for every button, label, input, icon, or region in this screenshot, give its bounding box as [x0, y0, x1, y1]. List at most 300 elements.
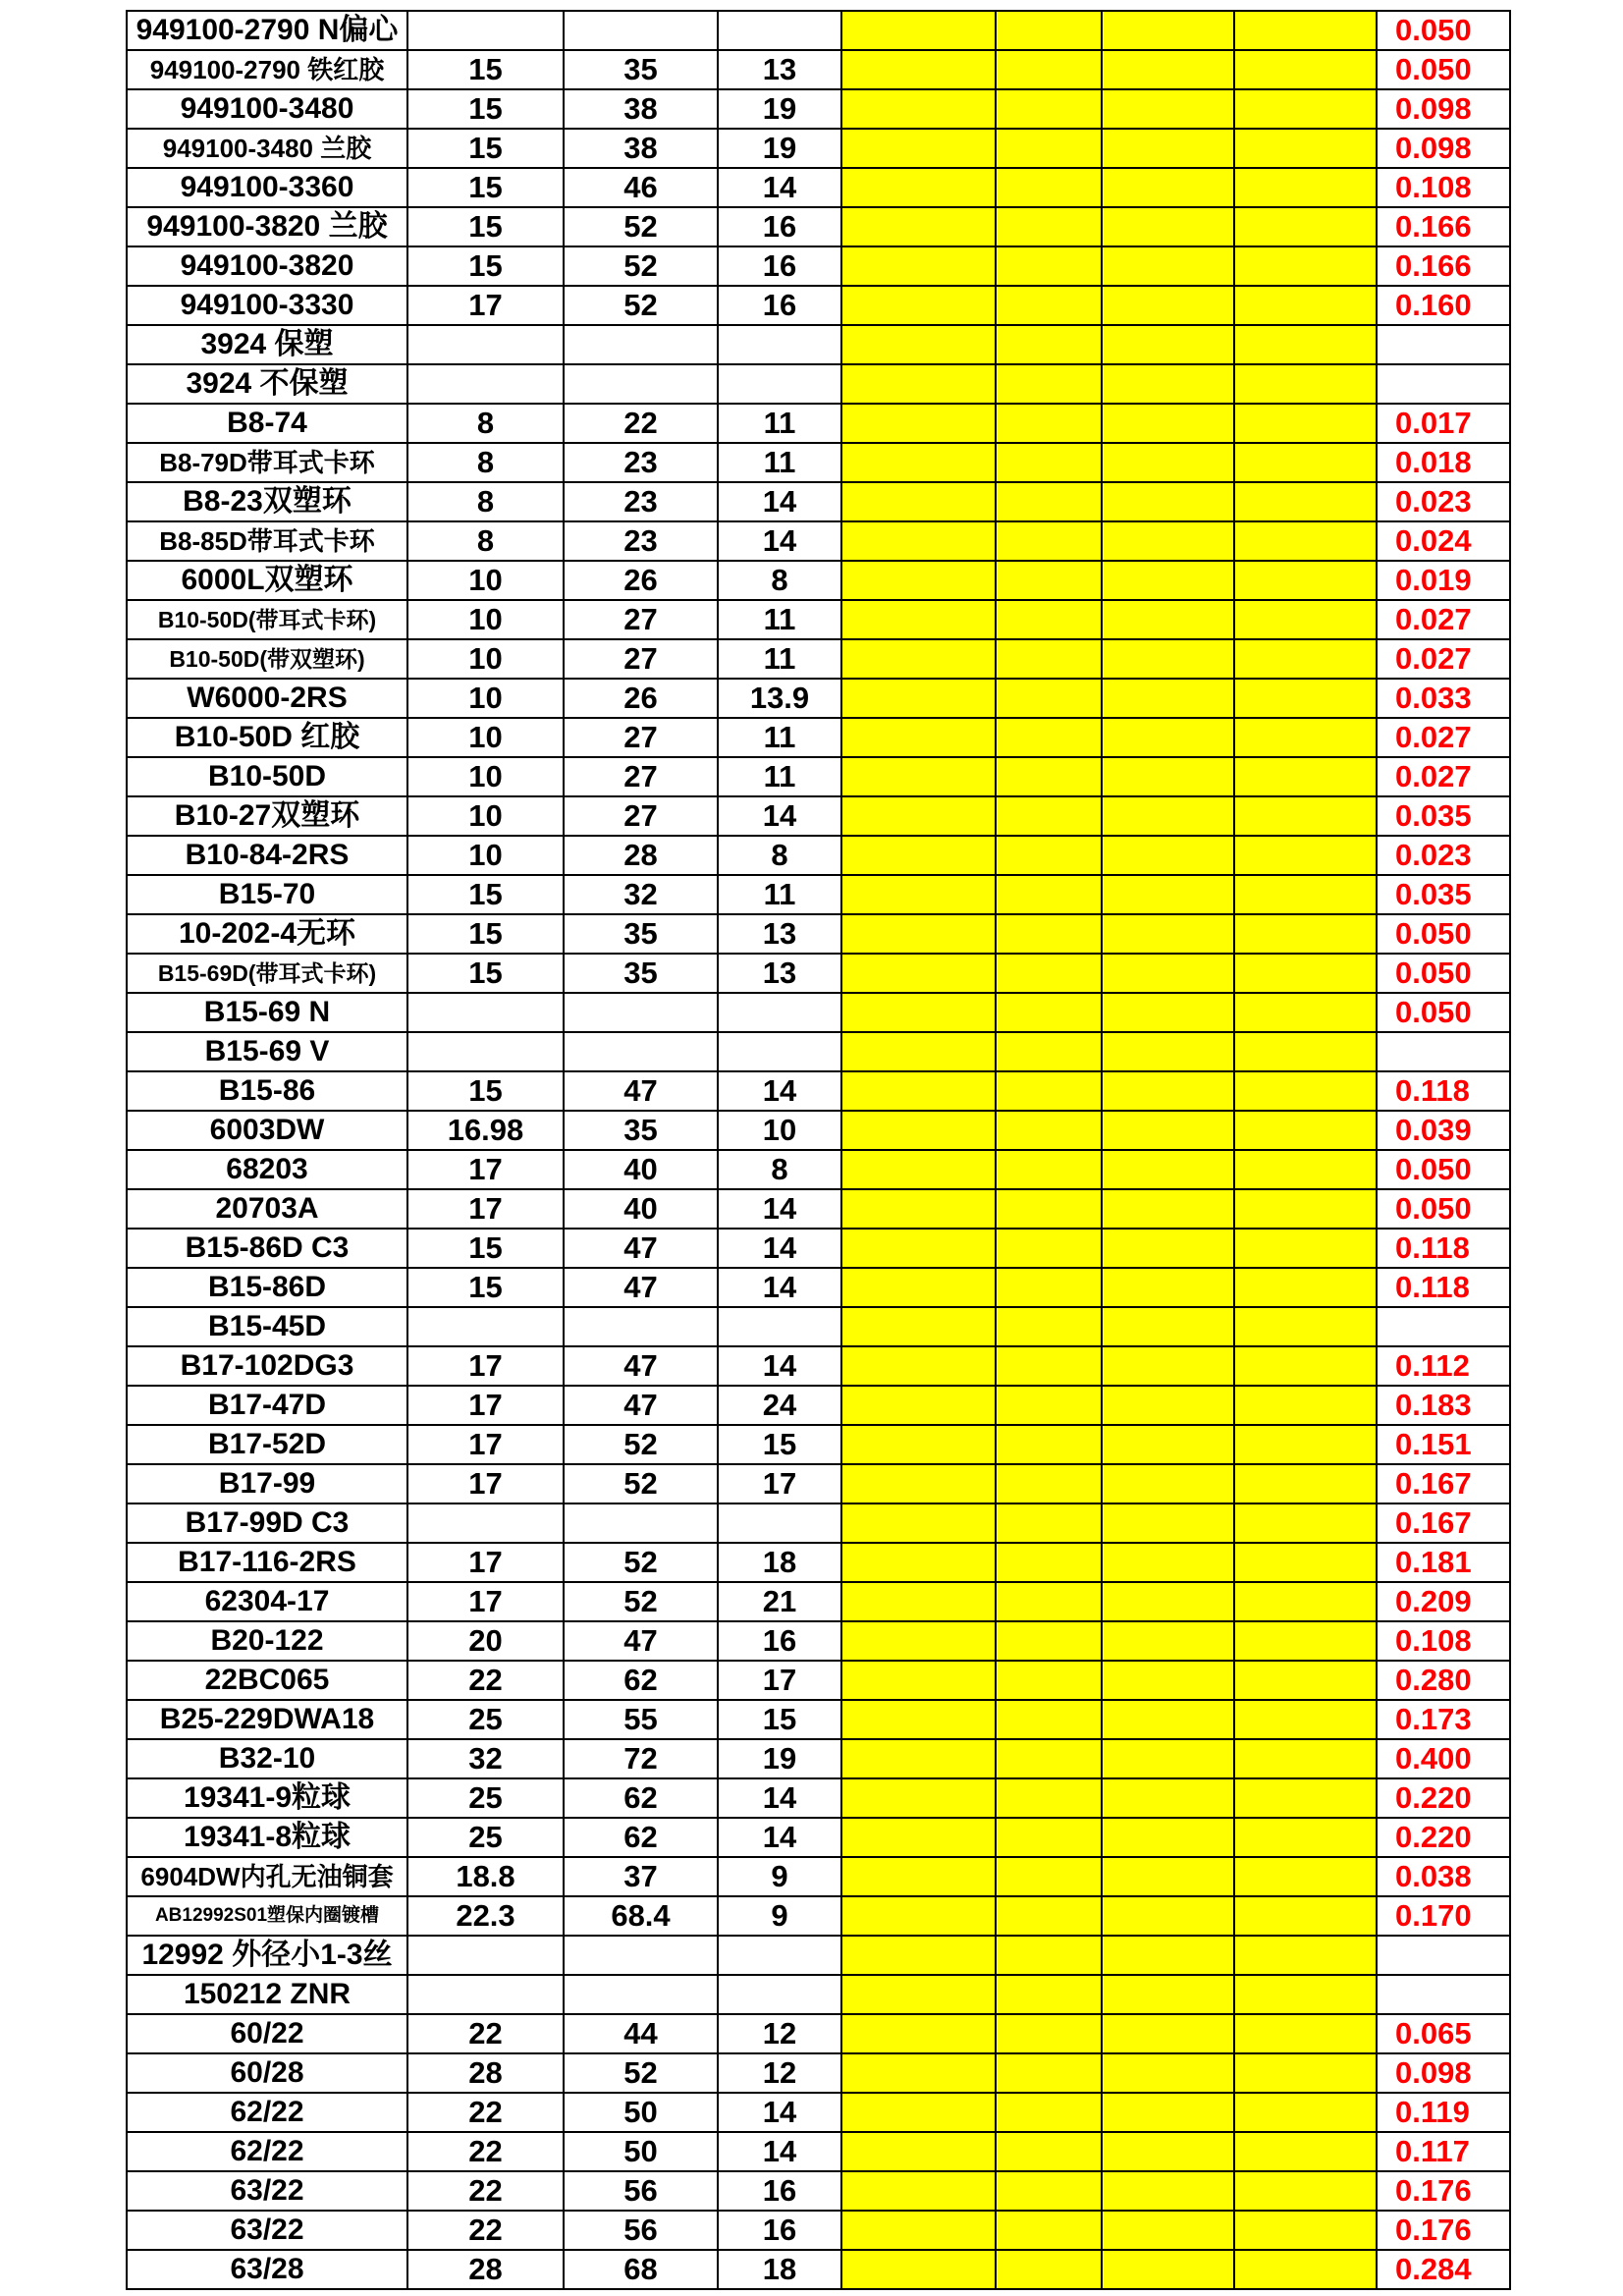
- model-cell: W6000-2RS: [127, 679, 407, 718]
- highlight-cell: [996, 89, 1102, 129]
- highlight-cell: [996, 364, 1102, 404]
- highlight-cell: [1102, 1503, 1234, 1543]
- weight-cell: 0.050: [1377, 1150, 1510, 1189]
- weight-cell: 0.050: [1377, 1189, 1510, 1229]
- outer-diameter-cell: 52: [564, 1425, 718, 1464]
- model-cell: 949100-3820 兰胶: [127, 207, 407, 246]
- model-cell: 60/28: [127, 2053, 407, 2093]
- table-row: [127, 1111, 1510, 1150]
- weight-cell: 0.166: [1377, 246, 1510, 286]
- width-cell: [718, 364, 841, 404]
- outer-diameter-cell: [564, 1503, 718, 1543]
- table-row: [127, 2250, 1510, 2289]
- highlight-cell: [1102, 2132, 1234, 2171]
- weight-cell: 0.108: [1377, 1621, 1510, 1661]
- weight-cell: 0.181: [1377, 1543, 1510, 1582]
- width-cell: 14: [718, 1071, 841, 1111]
- model-cell: 62/22: [127, 2093, 407, 2132]
- highlight-cell: [1102, 1346, 1234, 1386]
- highlight-cell: [1234, 1307, 1377, 1346]
- model-cell: B15-69 N: [127, 993, 407, 1032]
- width-cell: 11: [718, 404, 841, 443]
- highlight-cell: [996, 1661, 1102, 1700]
- model-cell: B15-70: [127, 875, 407, 914]
- width-cell: [718, 1032, 841, 1071]
- highlight-cell: [1102, 2250, 1234, 2289]
- width-cell: 14: [718, 1818, 841, 1857]
- highlight-cell: [1234, 207, 1377, 246]
- highlight-cell: [1234, 679, 1377, 718]
- highlight-cell: [1102, 482, 1234, 521]
- table-row: [127, 286, 1510, 325]
- outer-diameter-cell: 27: [564, 796, 718, 836]
- highlight-cell: [1102, 757, 1234, 796]
- weight-cell: 0.098: [1377, 89, 1510, 129]
- outer-diameter-cell: 52: [564, 286, 718, 325]
- outer-diameter-cell: 40: [564, 1189, 718, 1229]
- width-cell: 13.9: [718, 679, 841, 718]
- table-row: [127, 1464, 1510, 1503]
- highlight-cell: [996, 993, 1102, 1032]
- highlight-cell: [841, 1661, 996, 1700]
- highlight-cell: [1234, 1229, 1377, 1268]
- highlight-cell: [1102, 521, 1234, 561]
- highlight-cell: [1102, 1229, 1234, 1268]
- highlight-cell: [841, 1936, 996, 1975]
- inner-diameter-cell: 15: [407, 1268, 564, 1307]
- highlight-cell: [841, 1111, 996, 1150]
- highlight-cell: [841, 836, 996, 875]
- highlight-cell: [841, 1778, 996, 1818]
- table-row: [127, 1896, 1510, 1936]
- inner-diameter-cell: 15: [407, 207, 564, 246]
- highlight-cell: [1234, 600, 1377, 639]
- highlight-cell: [1102, 11, 1234, 50]
- highlight-cell: [841, 482, 996, 521]
- table-row: [127, 1386, 1510, 1425]
- width-cell: 14: [718, 168, 841, 207]
- highlight-cell: [1234, 1661, 1377, 1700]
- inner-diameter-cell: 8: [407, 482, 564, 521]
- highlight-cell: [841, 875, 996, 914]
- outer-diameter-cell: [564, 993, 718, 1032]
- model-cell: 20703A: [127, 1189, 407, 1229]
- width-cell: 14: [718, 796, 841, 836]
- highlight-cell: [841, 757, 996, 796]
- inner-diameter-cell: 32: [407, 1739, 564, 1778]
- weight-cell: 0.098: [1377, 2053, 1510, 2093]
- width-cell: 8: [718, 1150, 841, 1189]
- inner-diameter-cell: 25: [407, 1700, 564, 1739]
- inner-diameter-cell: 17: [407, 1346, 564, 1386]
- table-row: [127, 993, 1510, 1032]
- inner-diameter-cell: 10: [407, 836, 564, 875]
- highlight-cell: [1234, 1975, 1377, 2014]
- inner-diameter-cell: 22: [407, 1661, 564, 1700]
- highlight-cell: [1102, 1386, 1234, 1425]
- outer-diameter-cell: 52: [564, 1543, 718, 1582]
- width-cell: [718, 11, 841, 50]
- highlight-cell: [1234, 1818, 1377, 1857]
- weight-cell: 0.160: [1377, 286, 1510, 325]
- table-row: [127, 796, 1510, 836]
- highlight-cell: [1234, 2250, 1377, 2289]
- table-row: [127, 1621, 1510, 1661]
- outer-diameter-cell: 68: [564, 2250, 718, 2289]
- weight-cell: 0.118: [1377, 1071, 1510, 1111]
- outer-diameter-cell: 52: [564, 2053, 718, 2093]
- highlight-cell: [1234, 482, 1377, 521]
- weight-cell: 0.176: [1377, 2211, 1510, 2250]
- inner-diameter-cell: 22: [407, 2211, 564, 2250]
- highlight-cell: [1234, 2053, 1377, 2093]
- inner-diameter-cell: [407, 1975, 564, 2014]
- table-row: [127, 600, 1510, 639]
- table-row: [127, 364, 1510, 404]
- weight-cell: [1377, 325, 1510, 364]
- highlight-cell: [1234, 1464, 1377, 1503]
- highlight-cell: [841, 11, 996, 50]
- weight-cell: 0.112: [1377, 1346, 1510, 1386]
- highlight-cell: [996, 325, 1102, 364]
- table-row: [127, 2053, 1510, 2093]
- weight-cell: 0.118: [1377, 1229, 1510, 1268]
- outer-diameter-cell: 47: [564, 1229, 718, 1268]
- highlight-cell: [1234, 639, 1377, 679]
- highlight-cell: [996, 207, 1102, 246]
- highlight-cell: [1234, 796, 1377, 836]
- width-cell: 24: [718, 1386, 841, 1425]
- weight-cell: 0.166: [1377, 207, 1510, 246]
- highlight-cell: [1234, 1268, 1377, 1307]
- table-row: [127, 246, 1510, 286]
- inner-diameter-cell: 17: [407, 1543, 564, 1582]
- highlight-cell: [841, 993, 996, 1032]
- table-row: [127, 1307, 1510, 1346]
- inner-diameter-cell: 22.3: [407, 1896, 564, 1936]
- outer-diameter-cell: 28: [564, 836, 718, 875]
- weight-cell: 0.027: [1377, 757, 1510, 796]
- weight-cell: 0.050: [1377, 993, 1510, 1032]
- weight-cell: [1377, 1975, 1510, 2014]
- highlight-cell: [996, 2250, 1102, 2289]
- width-cell: 19: [718, 1739, 841, 1778]
- inner-diameter-cell: [407, 325, 564, 364]
- table-row: [127, 1661, 1510, 1700]
- inner-diameter-cell: 15: [407, 914, 564, 954]
- outer-diameter-cell: [564, 1936, 718, 1975]
- highlight-cell: [996, 796, 1102, 836]
- weight-cell: 0.220: [1377, 1818, 1510, 1857]
- weight-cell: 0.017: [1377, 404, 1510, 443]
- outer-diameter-cell: 44: [564, 2014, 718, 2053]
- highlight-cell: [996, 954, 1102, 993]
- highlight-cell: [1234, 1111, 1377, 1150]
- highlight-cell: [841, 1346, 996, 1386]
- inner-diameter-cell: 22: [407, 2093, 564, 2132]
- model-cell: AB12992S01塑保内圈镀槽: [127, 1896, 407, 1936]
- width-cell: 8: [718, 561, 841, 600]
- highlight-cell: [1102, 914, 1234, 954]
- highlight-cell: [841, 914, 996, 954]
- outer-diameter-cell: [564, 1032, 718, 1071]
- highlight-cell: [841, 954, 996, 993]
- highlight-cell: [841, 1582, 996, 1621]
- outer-diameter-cell: 62: [564, 1661, 718, 1700]
- table-row: [127, 1346, 1510, 1386]
- table-row: [127, 482, 1510, 521]
- width-cell: 21: [718, 1582, 841, 1621]
- table-row: [127, 1543, 1510, 1582]
- weight-cell: [1377, 364, 1510, 404]
- highlight-cell: [1102, 718, 1234, 757]
- highlight-cell: [841, 404, 996, 443]
- weight-cell: 0.280: [1377, 1661, 1510, 1700]
- highlight-cell: [1102, 796, 1234, 836]
- highlight-cell: [1234, 2171, 1377, 2211]
- width-cell: 16: [718, 286, 841, 325]
- model-cell: 63/28: [127, 2250, 407, 2289]
- width-cell: 8: [718, 836, 841, 875]
- highlight-cell: [841, 2014, 996, 2053]
- table-row: [127, 404, 1510, 443]
- highlight-cell: [996, 50, 1102, 89]
- weight-cell: 0.098: [1377, 129, 1510, 168]
- weight-cell: 0.151: [1377, 1425, 1510, 1464]
- outer-diameter-cell: 56: [564, 2211, 718, 2250]
- highlight-cell: [841, 796, 996, 836]
- weight-cell: 0.108: [1377, 168, 1510, 207]
- width-cell: 14: [718, 1778, 841, 1818]
- outer-diameter-cell: [564, 325, 718, 364]
- model-cell: B15-45D: [127, 1307, 407, 1346]
- model-cell: B17-52D: [127, 1425, 407, 1464]
- width-cell: 17: [718, 1464, 841, 1503]
- highlight-cell: [1234, 1857, 1377, 1896]
- outer-diameter-cell: 38: [564, 89, 718, 129]
- model-cell: 19341-9粒球: [127, 1778, 407, 1818]
- highlight-cell: [1234, 89, 1377, 129]
- inner-diameter-cell: [407, 1032, 564, 1071]
- table-row: [127, 1268, 1510, 1307]
- outer-diameter-cell: 52: [564, 1582, 718, 1621]
- model-cell: 62304-17: [127, 1582, 407, 1621]
- weight-cell: 0.220: [1377, 1778, 1510, 1818]
- model-cell: B10-50D: [127, 757, 407, 796]
- table-row: [127, 1857, 1510, 1896]
- highlight-cell: [996, 1229, 1102, 1268]
- highlight-cell: [841, 1503, 996, 1543]
- outer-diameter-cell: 68.4: [564, 1896, 718, 1936]
- highlight-cell: [841, 129, 996, 168]
- highlight-cell: [996, 1896, 1102, 1936]
- highlight-cell: [1234, 404, 1377, 443]
- model-cell: 22BC065: [127, 1661, 407, 1700]
- outer-diameter-cell: 47: [564, 1346, 718, 1386]
- highlight-cell: [1234, 2093, 1377, 2132]
- highlight-cell: [996, 757, 1102, 796]
- model-cell: 3924 保塑: [127, 325, 407, 364]
- model-cell: 63/22: [127, 2211, 407, 2250]
- highlight-cell: [996, 914, 1102, 954]
- width-cell: 11: [718, 875, 841, 914]
- highlight-cell: [996, 1857, 1102, 1896]
- width-cell: 15: [718, 1700, 841, 1739]
- model-cell: 6000L双塑环: [127, 561, 407, 600]
- highlight-cell: [1234, 1936, 1377, 1975]
- highlight-cell: [1234, 246, 1377, 286]
- width-cell: [718, 1936, 841, 1975]
- weight-cell: 0.119: [1377, 2093, 1510, 2132]
- inner-diameter-cell: 8: [407, 404, 564, 443]
- highlight-cell: [1102, 207, 1234, 246]
- highlight-cell: [841, 521, 996, 561]
- highlight-cell: [996, 875, 1102, 914]
- highlight-cell: [996, 1464, 1102, 1503]
- model-cell: B15-86: [127, 1071, 407, 1111]
- table-row: [127, 1189, 1510, 1229]
- highlight-cell: [841, 1896, 996, 1936]
- highlight-cell: [1102, 1425, 1234, 1464]
- outer-diameter-cell: 35: [564, 50, 718, 89]
- highlight-cell: [1102, 1621, 1234, 1661]
- inner-diameter-cell: 20: [407, 1621, 564, 1661]
- highlight-cell: [1102, 2014, 1234, 2053]
- highlight-cell: [1234, 1386, 1377, 1425]
- table-row: [127, 561, 1510, 600]
- highlight-cell: [1102, 50, 1234, 89]
- width-cell: 14: [718, 1229, 841, 1268]
- inner-diameter-cell: 15: [407, 89, 564, 129]
- highlight-cell: [1102, 1268, 1234, 1307]
- weight-cell: [1377, 1032, 1510, 1071]
- outer-diameter-cell: [564, 1307, 718, 1346]
- outer-diameter-cell: 55: [564, 1700, 718, 1739]
- model-cell: B8-85D带耳式卡环: [127, 521, 407, 561]
- highlight-cell: [841, 1857, 996, 1896]
- highlight-cell: [1102, 1739, 1234, 1778]
- outer-diameter-cell: 23: [564, 443, 718, 482]
- highlight-cell: [996, 2014, 1102, 2053]
- outer-diameter-cell: 27: [564, 757, 718, 796]
- outer-diameter-cell: 38: [564, 129, 718, 168]
- highlight-cell: [841, 325, 996, 364]
- weight-cell: 0.035: [1377, 796, 1510, 836]
- highlight-cell: [1234, 168, 1377, 207]
- weight-cell: 0.023: [1377, 482, 1510, 521]
- table-row: [127, 89, 1510, 129]
- highlight-cell: [996, 1582, 1102, 1621]
- highlight-cell: [1234, 1543, 1377, 1582]
- highlight-cell: [841, 1621, 996, 1661]
- highlight-cell: [1102, 1778, 1234, 1818]
- highlight-cell: [996, 600, 1102, 639]
- table-body: [127, 11, 1510, 2289]
- width-cell: 17: [718, 1661, 841, 1700]
- outer-diameter-cell: 40: [564, 1150, 718, 1189]
- highlight-cell: [1234, 443, 1377, 482]
- table-row: [127, 954, 1510, 993]
- model-cell: B8-74: [127, 404, 407, 443]
- highlight-cell: [996, 1071, 1102, 1111]
- model-cell: B17-99: [127, 1464, 407, 1503]
- highlight-cell: [996, 521, 1102, 561]
- outer-diameter-cell: [564, 364, 718, 404]
- highlight-cell: [1102, 1543, 1234, 1582]
- table-row: [127, 325, 1510, 364]
- model-cell: 949100-3480 兰胶: [127, 129, 407, 168]
- highlight-cell: [996, 1543, 1102, 1582]
- outer-diameter-cell: 35: [564, 954, 718, 993]
- model-cell: B17-47D: [127, 1386, 407, 1425]
- width-cell: 16: [718, 2211, 841, 2250]
- model-cell: B8-79D带耳式卡环: [127, 443, 407, 482]
- highlight-cell: [1234, 521, 1377, 561]
- weight-cell: 0.027: [1377, 639, 1510, 679]
- weight-cell: 0.027: [1377, 718, 1510, 757]
- highlight-cell: [1234, 364, 1377, 404]
- table-row: [127, 718, 1510, 757]
- inner-diameter-cell: 16.98: [407, 1111, 564, 1150]
- width-cell: [718, 1503, 841, 1543]
- highlight-cell: [1102, 246, 1234, 286]
- inner-diameter-cell: 10: [407, 718, 564, 757]
- highlight-cell: [841, 1268, 996, 1307]
- width-cell: [718, 1975, 841, 2014]
- highlight-cell: [841, 89, 996, 129]
- outer-diameter-cell: 72: [564, 1739, 718, 1778]
- model-cell: 3924 不保塑: [127, 364, 407, 404]
- table-row: [127, 50, 1510, 89]
- highlight-cell: [1102, 1032, 1234, 1071]
- highlight-cell: [841, 1189, 996, 1229]
- inner-diameter-cell: 25: [407, 1818, 564, 1857]
- highlight-cell: [841, 1307, 996, 1346]
- table-row: [127, 679, 1510, 718]
- outer-diameter-cell: 62: [564, 1818, 718, 1857]
- table-row: [127, 11, 1510, 50]
- highlight-cell: [841, 1386, 996, 1425]
- weight-cell: 0.400: [1377, 1739, 1510, 1778]
- inner-diameter-cell: 22: [407, 2014, 564, 2053]
- outer-diameter-cell: 46: [564, 168, 718, 207]
- model-cell: 63/22: [127, 2171, 407, 2211]
- weight-cell: 0.035: [1377, 875, 1510, 914]
- table-row: [127, 1229, 1510, 1268]
- table-row: [127, 2171, 1510, 2211]
- table-row: [127, 1071, 1510, 1111]
- weight-cell: 0.050: [1377, 954, 1510, 993]
- highlight-cell: [841, 1464, 996, 1503]
- highlight-cell: [1102, 89, 1234, 129]
- highlight-cell: [841, 1071, 996, 1111]
- highlight-cell: [1102, 1896, 1234, 1936]
- highlight-cell: [1102, 1818, 1234, 1857]
- inner-diameter-cell: 22: [407, 2171, 564, 2211]
- highlight-cell: [1234, 1346, 1377, 1386]
- highlight-cell: [1102, 2093, 1234, 2132]
- model-cell: 68203: [127, 1150, 407, 1189]
- outer-diameter-cell: 56: [564, 2171, 718, 2211]
- inner-diameter-cell: [407, 1307, 564, 1346]
- highlight-cell: [1102, 561, 1234, 600]
- inner-diameter-cell: 15: [407, 954, 564, 993]
- width-cell: 11: [718, 600, 841, 639]
- model-cell: 949100-3480: [127, 89, 407, 129]
- inner-diameter-cell: 15: [407, 246, 564, 286]
- weight-cell: [1377, 1936, 1510, 1975]
- width-cell: 16: [718, 246, 841, 286]
